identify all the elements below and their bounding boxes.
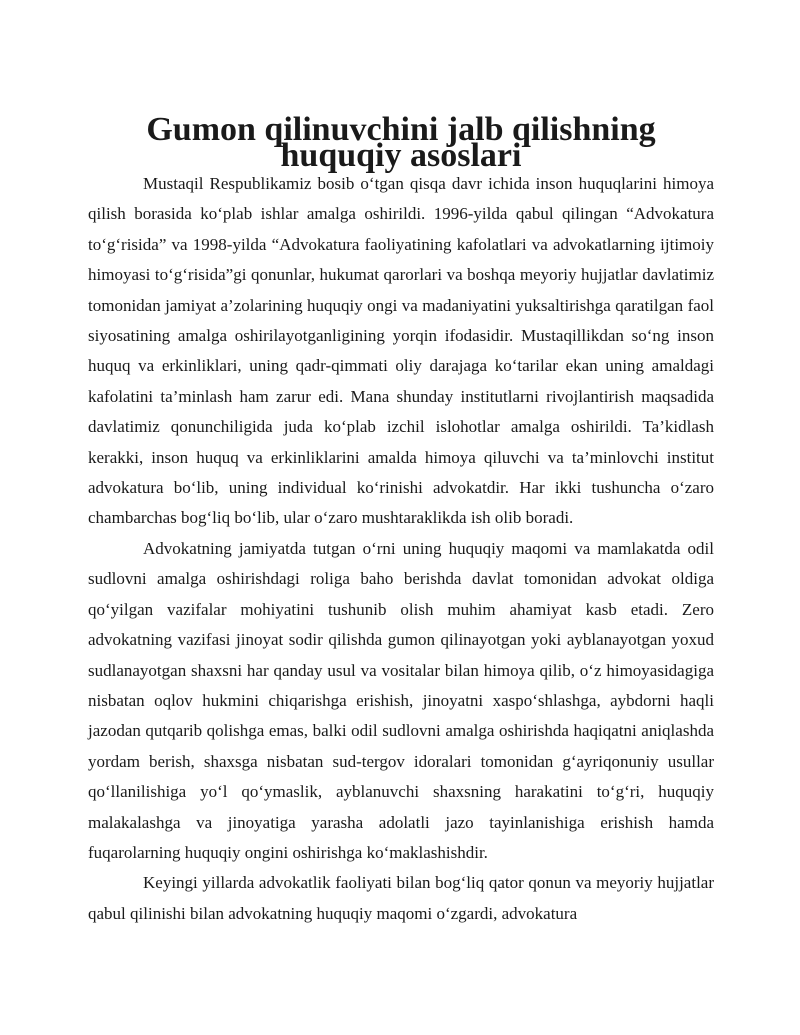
paragraph-3: Keyingi yillarda advokatlik faoliyati bilan bog‘liq qator qonun va meyoriy hujjatlar qabul qilinishi bilan advokatning huquqiy maqomi o‘zgardi, advokatura bbox=[88, 873, 714, 923]
paragraph-2: Advokatning jamiyatda tutgan o‘rni uning huquqiy maqomi va mamlakatda odil sudlovni amalga oshirishdagi roliga baho berishda davlat tomonidan advokat oldiga qo‘yilgan vazifalar mohiyatini tushunib olish muhim ahamiyat kasb etadi. Zero advokatning vazifasi jinoyat sodir qilishda gumon qilinayotgan yoki ayblanayotgan yoxud sudlanayotgan shaxsni har qanday usul va vositalar bilan himoya qilib, o‘z himoyasidagiga nisbatan oqlov hukmini chiqarishga erishish, jinoyatni xaspo‘shlashga, aybdorni haqli jazodan qutqarib qolishga emas, balki odil sudlovni amalga oshirishda haqiqatni aniqlashda yordam berish, shaxsga nisbatan sud-tergov idoralari tomonidan g‘ayriqonuniy usullar qo‘llanilishiga yo‘l qo‘ymaslik, ayblanuvchi shaxsning harakatini to‘g‘ri, huquqiy malakalashga va jinoyatiga yarasha adolatli jazo tayinlanishiga erishish hamda fuqarolarning huquqiy ongini oshirishga ko‘maklashishdir. bbox=[88, 538, 714, 862]
document-title: Gumon qilinuvchini jalb qilishning huquqiy asoslari bbox=[146, 111, 656, 174]
document-page bbox=[88, 111, 714, 929]
paragraph-1: Mustaqil Respublikamiz bosib o‘tgan qisqa davr ichida inson huquqlarini himoya qilish borasida ko‘plab ishlar amalga oshirildi. 1996-yilda qabul qilingan “Advokatura to‘g‘risida” va 1998-yilda “Advokatura faoliyatining kafolatlari va advokatlarning ijtimoiy himoyasi to‘g‘risida”gi qonunlar, hukumat qarorlari va boshqa meyoriy hujjatlar davlatimiz tomonidan jamiyat a’zolarining huquqiy ongi va madaniyatini yuksaltirishga qaratilgan faol siyosatining amalga oshirilayotganligining yorqin ifodasidir. Mustaqillikdan so‘ng inson huquq va erkinliklari, uning qadr-qimmati oliy darajaga ko‘tarilar ekan uning amaldagi kafolatini ta’minlash ham zarur edi. Mana shunday institutlarni rivojlantirish maqsadida davlatimiz qonunchiligida juda ko‘plab izchil islohotlar amalga oshirildi. Ta’kidlash kerakki, inson huquq va erkinliklarini amalda himoya qiluvchi va ta’minlovchi institut advokatura bo‘lib, uning individual ko‘rinishi advokatdir. Har ikki tushuncha o‘zaro chambarchas bog‘liq bo‘lib, ular o‘zaro mushtaraklikda ish olib boradi. bbox=[88, 174, 714, 528]
